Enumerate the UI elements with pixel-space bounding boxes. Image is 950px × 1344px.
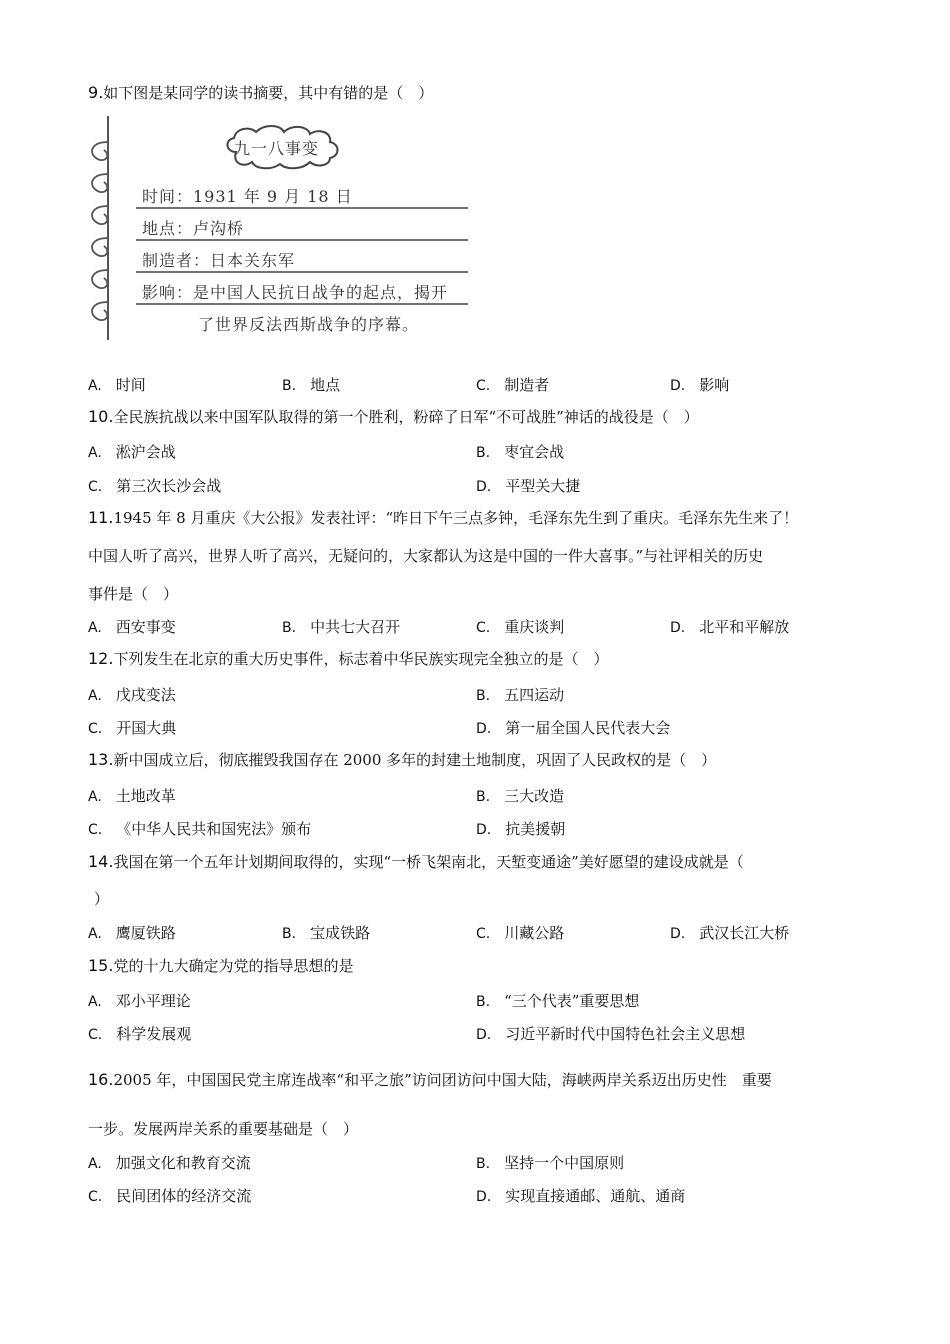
option-c[interactable]: C. 川藏公路	[476, 924, 565, 942]
option-a[interactable]: A. 西安事变	[88, 618, 176, 636]
option-d[interactable]: D. 实现直接通邮、通航、通商	[476, 1187, 686, 1205]
question-10-stem: 10.全民族抗战以来中国军队取得的第一个胜利，粉碎了日军“不可战胜”神话的战役是（ ）	[88, 407, 699, 426]
option-b[interactable]: B. 地点	[282, 376, 341, 394]
notebook-row-maker: 制造者：日本关东军	[142, 251, 296, 270]
option-c[interactable]: C. 《中华人民共和国宪法》颁布	[88, 820, 312, 838]
question-number: 16	[88, 1070, 109, 1089]
option-c[interactable]: C. 第三次长沙会战	[88, 477, 222, 495]
option-a[interactable]: A. 邓小平理论	[88, 992, 191, 1010]
option-b[interactable]: B. 宝成铁路	[282, 924, 371, 942]
option-d[interactable]: D. 第一届全国人民代表大会	[476, 719, 671, 737]
question-text: 新中国成立后，彻底摧毁我国存在 2000 多年的封建土地制度，巩固了人民政权的是（ ）	[113, 751, 717, 769]
question-text: 下列发生在北京的重大历史事件，标志着中华民族实现完全独立的是（ ）	[113, 650, 609, 668]
question-number: 13	[88, 750, 109, 769]
option-d[interactable]: D. 武汉长江大桥	[670, 924, 790, 942]
question-11-stem-line3: 事件是（ ）	[88, 585, 179, 603]
question-text: 如下图是某同学的读书摘要，其中有错的是（ ）	[103, 84, 434, 102]
option-a[interactable]: A. 鹰厦铁路	[88, 924, 176, 942]
question-16-stem: 16.2005 年，中国国民党主席连战率“和平之旅”访问团访问中国大陆，海峡两岸关系迈出历史性 重要	[88, 1070, 772, 1089]
question-11-stem-line2: 中国人听了高兴，世界人听了高兴，无疑问的，大家都认为这是中国的一件大喜事。”与社评相关的历史	[88, 547, 764, 565]
option-a[interactable]: A. 时间	[88, 376, 146, 394]
option-b[interactable]: B. 三大改造	[476, 787, 565, 805]
option-b[interactable]: B. 中共七大召开	[282, 618, 401, 636]
option-b[interactable]: B. 坚持一个中国原则	[476, 1154, 625, 1172]
question-9-stem: 9.如下图是某同学的读书摘要，其中有错的是（ ）	[88, 83, 434, 102]
question-text: 我国在第一个五年计划期间取得的，实现“一桥飞架南北，天堑变通途”美好愿望的建设成就是（	[113, 853, 744, 871]
question-15-stem: 15.党的十九大确定为党的指导思想的是	[88, 956, 354, 975]
option-c[interactable]: C. 制造者	[476, 376, 550, 394]
question-16-stem-line2: 一步。发展两岸关系的重要基础是（ ）	[88, 1120, 359, 1138]
question-text: 党的十九大确定为党的指导思想的是	[113, 957, 354, 975]
question-number: 9	[88, 83, 99, 102]
question-number: 12	[88, 649, 109, 668]
question-text: 全民族抗战以来中国军队取得的第一个胜利，粉碎了日军“不可战胜”神话的战役是（ ）	[113, 408, 699, 426]
question-number: 10	[88, 407, 109, 426]
question-number: 11	[88, 508, 109, 527]
notebook-title: 九一八事变	[234, 139, 320, 158]
reading-notes-image	[86, 112, 478, 344]
option-a[interactable]: A. 戊戌变法	[88, 686, 176, 704]
option-c[interactable]: C. 民间团体的经济交流	[88, 1187, 252, 1205]
question-12-stem: 12.下列发生在北京的重大历史事件，标志着中华民族实现完全独立的是（ ）	[88, 649, 609, 668]
notebook-row-time: 时间：1931 年 9 月 18 日	[142, 187, 353, 206]
option-a[interactable]: A. 淞沪会战	[88, 443, 176, 461]
option-b[interactable]: B. 枣宜会战	[476, 443, 565, 461]
option-a[interactable]: A. 加强文化和教育交流	[88, 1154, 251, 1172]
question-14-stem: 14.我国在第一个五年计划期间取得的，实现“一桥飞架南北，天堑变通途”美好愿望的建设成就是（	[88, 852, 744, 871]
question-text: 2005 年，中国国民党主席连战率“和平之旅”访问团访问中国大陆，海峡两岸关系迈出历史性 重要	[113, 1071, 772, 1089]
option-a[interactable]: A. 土地改革	[88, 787, 176, 805]
question-number: 14	[88, 852, 109, 871]
option-d[interactable]: D. 抗美援朝	[476, 820, 566, 838]
option-c[interactable]: C. 科学发展观	[88, 1025, 192, 1043]
question-14-stem-line2: ）	[94, 890, 110, 908]
option-c[interactable]: C. 开国大典	[88, 719, 177, 737]
question-11-stem: 11.1945 年 8 月重庆《大公报》发表社评：“昨日下午三点多钟，毛泽东先生到了重庆。毛泽东先生来了！	[88, 508, 799, 527]
notebook-row-impact-cont: 了世界反法西斯战争的序幕。	[198, 315, 420, 334]
option-b[interactable]: B. “三个代表”重要思想	[476, 992, 640, 1010]
question-number: 15	[88, 956, 109, 975]
option-b[interactable]: B. 五四运动	[476, 686, 565, 704]
option-c[interactable]: C. 重庆谈判	[476, 618, 565, 636]
option-d[interactable]: D. 北平和平解放	[670, 618, 790, 636]
option-d[interactable]: D. 平型关大捷	[476, 477, 581, 495]
option-d[interactable]: D. 影响	[670, 376, 730, 394]
notebook-row-impact: 影响：是中国人民抗日战争的起点，揭开	[142, 283, 449, 302]
question-13-stem: 13.新中国成立后，彻底摧毁我国存在 2000 多年的封建土地制度，巩固了人民政权的是（ ）	[88, 750, 717, 769]
option-d[interactable]: D. 习近平新时代中国特色社会主义思想	[476, 1025, 746, 1043]
notebook-row-place: 地点：卢沟桥	[142, 219, 245, 238]
question-text: 1945 年 8 月重庆《大公报》发表社评：“昨日下午三点多钟，毛泽东先生到了重庆。毛泽东先生来了！	[113, 509, 799, 527]
